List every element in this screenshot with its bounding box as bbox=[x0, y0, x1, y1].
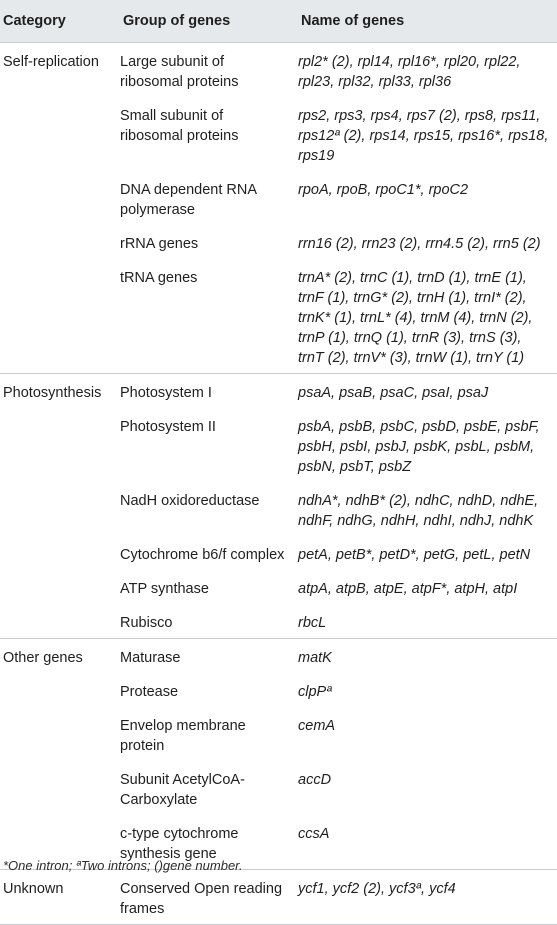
category-label: Photosynthesis bbox=[3, 385, 102, 401]
table-row bbox=[120, 97, 557, 171]
gene-names-cell: psaA, psaB, psaC, psaI, psaJ bbox=[298, 385, 489, 401]
gene-names-cell: clpPª bbox=[298, 684, 332, 700]
category-label: Other genes bbox=[3, 650, 83, 666]
gene-group-cell: rRNA genes bbox=[120, 236, 199, 252]
category-rows bbox=[120, 870, 557, 924]
gene-group-cell: Small subunit of ribosomal proteins bbox=[120, 108, 239, 144]
table-row bbox=[120, 570, 557, 604]
header-category: Category bbox=[3, 13, 66, 29]
table-body bbox=[0, 43, 557, 925]
table-row bbox=[120, 707, 557, 761]
category-label: Self-replication bbox=[3, 54, 99, 70]
gene-group-cell: Large subunit of ribosomal proteins bbox=[120, 54, 239, 90]
gene-names-cell: petA, petB*, petD*, petG, petL, petN bbox=[298, 547, 531, 563]
gene-group-cell: NadH oxidoreductase bbox=[120, 493, 260, 509]
gene-names-cell: rbcL bbox=[298, 615, 327, 631]
table-row bbox=[120, 761, 557, 815]
table-row bbox=[120, 259, 557, 373]
gene-group-cell: c-type cytochrome synthesis gene bbox=[120, 826, 239, 862]
table-footnote: *One intron; ªTwo introns; ()gene number. bbox=[3, 858, 243, 873]
category-group bbox=[0, 870, 557, 925]
gene-names-cell: ycf1, ycf2 (2), ycf3ª, ycf4 bbox=[298, 881, 456, 897]
table-row bbox=[120, 639, 557, 673]
gene-group-cell: Maturase bbox=[120, 650, 181, 666]
gene-names-cell: cemA bbox=[298, 718, 336, 734]
gene-names-cell: psbA, psbB, psbC, psbD, psbE, psbF, psbH, psbI, psbJ, psbK, psbL, psbM, psbN, psbT, psbZ bbox=[298, 419, 540, 475]
gene-group-cell: ATP synthase bbox=[120, 581, 209, 597]
category-group bbox=[0, 374, 557, 639]
gene-names-cell: atpA, atpB, atpE, atpF*, atpH, atpI bbox=[298, 581, 518, 597]
gene-names-cell: matK bbox=[298, 650, 332, 666]
gene-names-cell: ndhA*, ndhB* (2), ndhC, ndhD, ndhE, ndhF, ndhG, ndhH, ndhI, ndhJ, ndhK bbox=[298, 493, 539, 529]
table-row bbox=[120, 604, 557, 638]
table-row bbox=[120, 482, 557, 536]
gene-group-cell: tRNA genes bbox=[120, 270, 198, 286]
table-row bbox=[120, 536, 557, 570]
header-name-of-genes: Name of genes bbox=[301, 13, 405, 29]
category-group bbox=[0, 43, 557, 374]
header-group-of-genes: Group of genes bbox=[123, 13, 231, 29]
gene-names-cell: ccsA bbox=[298, 826, 330, 842]
table-header bbox=[0, 0, 557, 43]
gene-names-cell: accD bbox=[298, 772, 332, 788]
gene-group-cell: Envelop membrane protein bbox=[120, 718, 246, 754]
gene-group-cell: Subunit AcetylCoA-Carboxylate bbox=[120, 772, 245, 808]
table-row bbox=[120, 673, 557, 707]
gene-names-cell: rps2, rps3, rps4, rps7 (2), rps8, rps11, rps12ª (2), rps14, rps15, rps16*, rps18, rps19 bbox=[298, 108, 549, 164]
category-group bbox=[0, 639, 557, 870]
gene-names-cell: rpl2* (2), rpl14, rpl16*, rpl20, rpl22, rpl23, rpl32, rpl33, rpl36 bbox=[298, 54, 521, 90]
table-row bbox=[120, 408, 557, 482]
gene-group-cell: Conserved Open reading frames bbox=[120, 881, 283, 917]
gene-group-cell: Rubisco bbox=[120, 615, 173, 631]
gene-group-cell: Cytochrome b6/f complex bbox=[120, 547, 285, 563]
gene-names-cell: rrn16 (2), rrn23 (2), rrn4.5 (2), rrn5 (2) bbox=[298, 236, 541, 252]
gene-group-cell: Protease bbox=[120, 684, 179, 700]
gene-group-cell: Photosystem I bbox=[120, 385, 212, 401]
table-row bbox=[120, 870, 557, 924]
table-row bbox=[120, 171, 557, 225]
category-rows bbox=[120, 43, 557, 373]
gene-group-cell: Photosystem II bbox=[120, 419, 216, 435]
category-rows bbox=[120, 374, 557, 638]
table-row bbox=[120, 225, 557, 259]
gene-names-cell: rpoA, rpoB, rpoC1*, rpoC2 bbox=[298, 182, 469, 198]
table-row bbox=[120, 374, 557, 408]
table-row bbox=[120, 43, 557, 97]
gene-names-cell: trnA* (2), trnC (1), trnD (1), trnE (1), trnF (1), trnG* (2), trnH (1), trnI* (2), trnK* (1), trnL* (4), trnM (4), trnN (2), trnP (1), trnQ (1), trnR (3), trnS (3), trnT (2), trnV* (3), trnW (1), trnY (1) bbox=[298, 270, 533, 366]
category-rows bbox=[120, 639, 557, 869]
gene-group-cell: DNA dependent RNA polymerase bbox=[120, 182, 257, 218]
category-label: Unknown bbox=[3, 881, 64, 897]
